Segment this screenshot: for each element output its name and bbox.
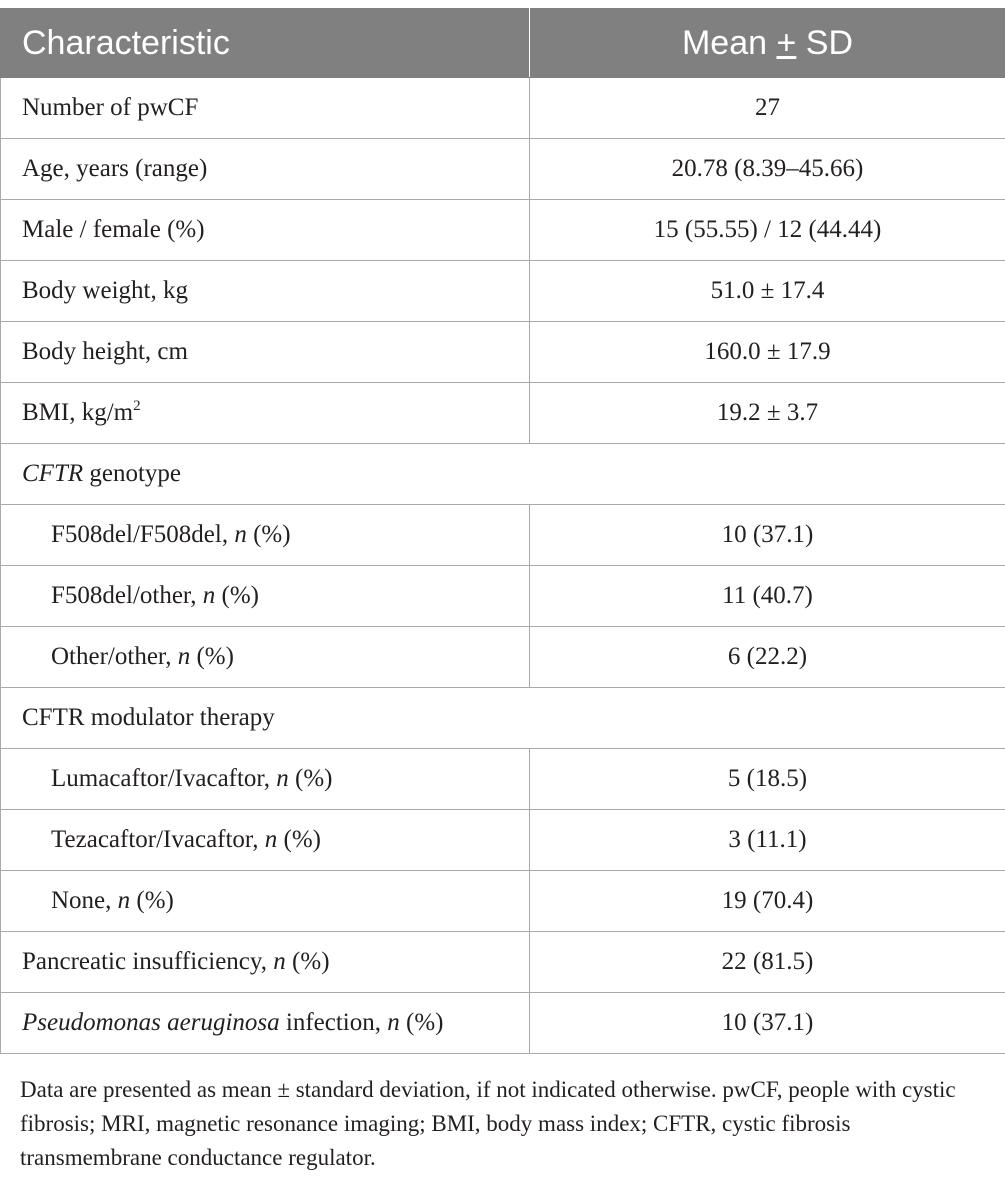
section-rest-text: genotype	[83, 460, 182, 487]
table-row	[1, 627, 1005, 688]
characteristics-table-wrap	[0, 8, 1005, 1054]
table-row	[1, 993, 1005, 1054]
row-value: 22 (81.5)	[530, 932, 1005, 993]
header-mean-text: Mean	[681, 23, 777, 62]
row-value: 51.0 ± 17.4	[530, 261, 1005, 322]
row-label: Age, years (range)	[1, 139, 530, 200]
row-value: 15 (55.55) / 12 (44.44)	[530, 200, 1005, 261]
row-value: 27	[530, 78, 1005, 139]
row-label: Body height, cm	[1, 322, 530, 383]
table-row	[1, 932, 1005, 993]
header-mean-sd	[530, 9, 1005, 78]
row-suffix: (%)	[285, 948, 330, 975]
section-label: CFTR modulator therapy	[1, 688, 1005, 749]
row-label-text: infection,	[279, 1009, 388, 1036]
row-label	[1, 505, 530, 566]
bmi-label-text: BMI, kg/m	[22, 399, 134, 426]
row-suffix: (%)	[277, 826, 321, 853]
header-pm-symbol: +	[776, 23, 797, 62]
row-label	[1, 932, 530, 993]
row-label	[1, 749, 530, 810]
section-row-cftr-genotype	[1, 444, 1005, 505]
header-sd-text: SD	[796, 23, 854, 62]
bmi-superscript: 2	[133, 398, 141, 414]
row-n-symbol: n	[276, 765, 289, 792]
table-row	[1, 749, 1005, 810]
row-n-symbol: n	[273, 948, 286, 975]
row-value: 10 (37.1)	[530, 505, 1005, 566]
row-label	[1, 566, 530, 627]
row-label-text: Pancreatic insufficiency,	[22, 948, 274, 975]
row-n-symbol: n	[177, 643, 191, 670]
row-suffix: (%)	[130, 887, 174, 914]
row-label: Body weight, kg	[1, 261, 530, 322]
table-row	[1, 200, 1005, 261]
row-value: 160.0 ± 17.9	[530, 322, 1005, 383]
row-italic-text: Pseudomonas aeruginosa	[22, 1009, 280, 1036]
row-label: Male / female (%)	[1, 200, 530, 261]
row-label-bmi	[1, 383, 530, 444]
row-value: 5 (18.5)	[530, 749, 1005, 810]
table-header-row	[1, 9, 1005, 78]
header-characteristic: Characteristic	[1, 9, 530, 78]
row-label-text: F508del/F508del,	[51, 521, 235, 548]
characteristics-table	[0, 8, 1005, 1054]
table-row	[1, 78, 1005, 139]
row-label-text: Lumacaftor/Ivacaftor,	[51, 765, 277, 792]
row-label	[1, 993, 530, 1054]
row-value: 6 (22.2)	[530, 627, 1005, 688]
table-footnote: Data are presented as mean ± standard deviation, if not indicated otherwise. pwCF, people with cystic fibrosis; MRI, magnetic resonance imaging; BMI, body mass index; CFTR, cystic fibrosis transmembrane conductance regulator.	[20, 1077, 956, 1170]
section-italic-text: CFTR	[22, 460, 84, 487]
row-suffix: (%)	[399, 1009, 444, 1036]
row-value: 3 (11.1)	[530, 810, 1005, 871]
row-suffix: (%)	[190, 643, 234, 670]
row-suffix: (%)	[288, 765, 333, 792]
table-row	[1, 566, 1005, 627]
table-row	[1, 139, 1005, 200]
section-label	[1, 444, 1005, 505]
table-row	[1, 810, 1005, 871]
row-label-text: Other/other,	[51, 643, 178, 670]
row-value: 10 (37.1)	[530, 993, 1005, 1054]
table-row	[1, 322, 1005, 383]
row-n-symbol: n	[202, 582, 216, 609]
row-value: 11 (40.7)	[530, 566, 1005, 627]
table-row	[1, 261, 1005, 322]
row-n-symbol: n	[234, 521, 247, 548]
row-value: 19.2 ± 3.7	[530, 383, 1005, 444]
row-value: 20.78 (8.39–45.66)	[530, 139, 1005, 200]
row-label: Number of pwCF	[1, 78, 530, 139]
row-label-text: Tezacaftor/Ivacaftor,	[51, 826, 265, 853]
row-label	[1, 627, 530, 688]
table-row	[1, 383, 1005, 444]
row-value: 19 (70.4)	[530, 871, 1005, 932]
row-n-symbol: n	[387, 1009, 400, 1036]
row-label	[1, 871, 530, 932]
row-label	[1, 810, 530, 871]
row-label-text: F508del/other,	[51, 582, 203, 609]
row-label-text: None,	[51, 887, 118, 914]
row-n-symbol: n	[264, 826, 278, 853]
row-suffix: (%)	[246, 521, 291, 548]
row-suffix: (%)	[215, 582, 259, 609]
row-n-symbol: n	[117, 887, 131, 914]
table-row	[1, 505, 1005, 566]
table-row	[1, 871, 1005, 932]
section-row-cftr-modulator	[1, 688, 1005, 749]
